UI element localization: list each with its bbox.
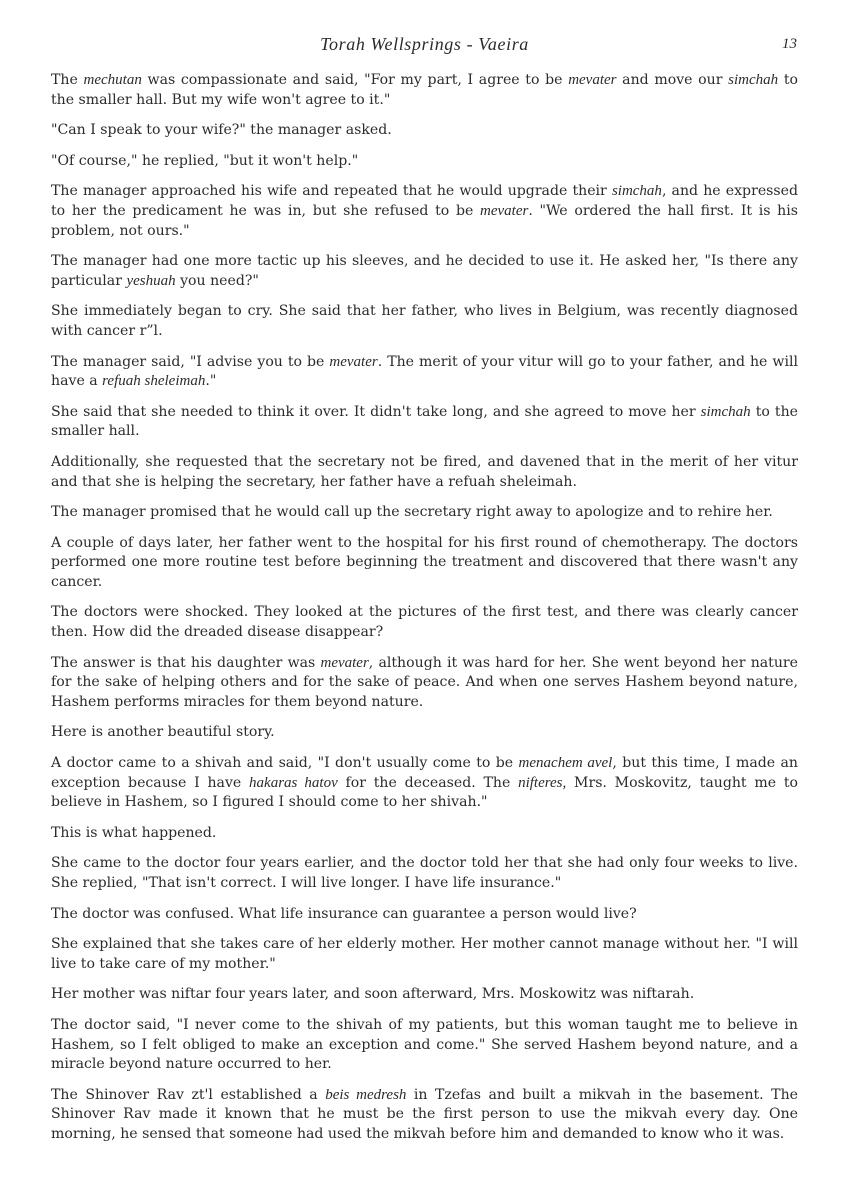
- italic-term: mevater: [320, 654, 369, 671]
- text-run: for the deceased. The: [337, 774, 519, 791]
- paragraph: [51, 182, 798, 241]
- italic-term: yeshuah: [126, 272, 176, 289]
- paragraph: [51, 152, 798, 172]
- paragraph: [51, 905, 798, 925]
- text-run: to the smaller hall. But my wife won't agree to it.": [51, 72, 798, 108]
- text-run: , and he expressed to her the predicament he was in, but she refused to be: [51, 183, 798, 219]
- paragraph: [51, 723, 798, 743]
- italic-term: menachem avel: [518, 755, 613, 772]
- text-run: She came to the doctor four years earlier, and the doctor told her that she had only four weeks to live. She replied, "That isn't correct. I will live longer. I have life insurance.": [51, 855, 798, 891]
- text-run: Her mother was niftar four years later, and soon afterward, Mrs. Moskowitz was niftarah.: [51, 986, 695, 1003]
- text-run: and move our: [616, 72, 729, 88]
- paragraph: [51, 71, 798, 110]
- paragraph: [51, 534, 798, 593]
- paragraph: [51, 654, 798, 713]
- text-run: "Of course," he replied, "but it won't help.": [51, 152, 359, 169]
- text-run: "Can I speak to your wife?" the manager asked.: [51, 122, 392, 139]
- italic-term: hakaras hatov: [249, 774, 338, 791]
- paragraph: [51, 1086, 798, 1145]
- text-run: The doctor said, "I never come to the shivah of my patients, but this woman taught me to believe in Hashem, so I felt obliged to make an exception and come." She served Hashem beyond nature, and a miracle beyond nature occurred to her.: [51, 1016, 798, 1073]
- text-run: Mrs. Moskovitz, taught me to believe in Hashem, so I figured I should come to her shivah.": [51, 774, 798, 811]
- text-run: She immediately began to cry. She said that her father, who lives in Belgium, was recently diagnosed with cancer r”l.: [51, 303, 798, 339]
- text-run: The: [51, 72, 84, 88]
- text-run: The manager said, "I advise you to be: [51, 353, 330, 370]
- paragraph: [51, 824, 798, 844]
- text-run: She said that she needed to think it over. It didn't take long, and she agreed to move her: [51, 403, 701, 420]
- italic-term: beis medresh: [325, 1086, 407, 1103]
- text-run: The doctor was confused. What life insurance can guarantee a person would live?: [51, 905, 637, 922]
- text-run: The Shinover Rav zt'l established a: [51, 1086, 326, 1103]
- italic-term: simchah: [728, 72, 779, 88]
- paragraph: [51, 453, 798, 492]
- text-run: A couple of days later, her father went to the hospital for his first round of chemotherapy. The doctors performed one more routine test before beginning the treatment and discovered that there wasn't any cancer.: [51, 534, 798, 590]
- text-run: The answer is that his daughter was: [51, 654, 321, 671]
- italic-term: mevater: [329, 353, 378, 370]
- paragraph: [51, 503, 798, 523]
- text-run: , although it was hard for her. She went beyond her nature for the sake of helping others and for the sake of peace. And when one serves Hashem beyond nature, Hashem performs miracles for them beyond nature.: [51, 654, 798, 710]
- text-run: The manager had one more tactic up his sleeves, and he decided to use it. He asked her, "Is there any particular: [51, 253, 798, 289]
- italic-term: mevater: [480, 202, 529, 219]
- italic-term: refuah sheleimah: [102, 373, 206, 390]
- text-run: This is what happened.: [51, 824, 217, 841]
- paragraph: [51, 935, 798, 974]
- text-run: Here is another beautiful story.: [51, 724, 275, 741]
- text-run: A doctor came to a shivah and said, "I don't usually come to be: [51, 755, 519, 772]
- text-run: The doctors were shocked. They looked at the pictures of the first test, and there was clearly cancer then. How did the dreaded disease disappear?: [51, 604, 798, 641]
- text-run: in Tzefas and built a mikvah in the basement. The Shinover Rav made it known that he must be the first person to use the mikvah every day. One morning, he sensed that someone had used the mikvah before him and demanded to know who it was.: [51, 1086, 798, 1142]
- text-run: to the smaller hall.: [51, 403, 798, 440]
- paragraph: [51, 353, 798, 392]
- paragraph: [51, 121, 798, 141]
- page-number: 13: [782, 36, 797, 52]
- header-title: Torah Wellsprings - Vaeira: [320, 34, 529, 54]
- text-run: , but this time, I made an exception because I have: [51, 755, 798, 791]
- text-run: Additionally, she requested that the secretary not be fired, and davened that in the merit of her vitur and that she is helping the secretary, her father have a refuah sheleimah.: [51, 453, 798, 490]
- italic-term: mevater: [568, 72, 617, 88]
- running-header: [0, 34, 849, 58]
- italic-term: nifteres,: [518, 774, 567, 791]
- text-run: .": [205, 373, 217, 390]
- paragraph: [51, 302, 798, 341]
- paragraph: [51, 1016, 798, 1075]
- text-run: She explained that she takes care of her elderly mother. Her mother cannot manage without her. "I will live to take care of my mother.": [51, 936, 798, 972]
- italic-term: simchah: [700, 403, 751, 420]
- text-run: The manager approached his wife and repeated that he would upgrade their: [51, 183, 612, 200]
- text-run: . "We ordered the hall first. It is his problem, not ours.": [51, 202, 798, 239]
- paragraph: [51, 603, 798, 642]
- text-run: The manager promised that he would call up the secretary right away to apologize and to rehire her.: [51, 504, 773, 521]
- text-run: you need?": [175, 272, 259, 289]
- paragraph: [51, 985, 798, 1005]
- paragraph: [51, 754, 798, 813]
- paragraph: [51, 854, 798, 893]
- body-text: [51, 71, 798, 1156]
- italic-term: mechutan: [83, 72, 142, 88]
- paragraph: [51, 252, 798, 291]
- paragraph: [51, 403, 798, 442]
- text-run: . The merit of your vitur will go to your father, and he will have a: [51, 353, 798, 390]
- text-run: was compassionate and said, "For my part, I agree to be: [141, 72, 569, 88]
- italic-term: simchah: [611, 183, 662, 200]
